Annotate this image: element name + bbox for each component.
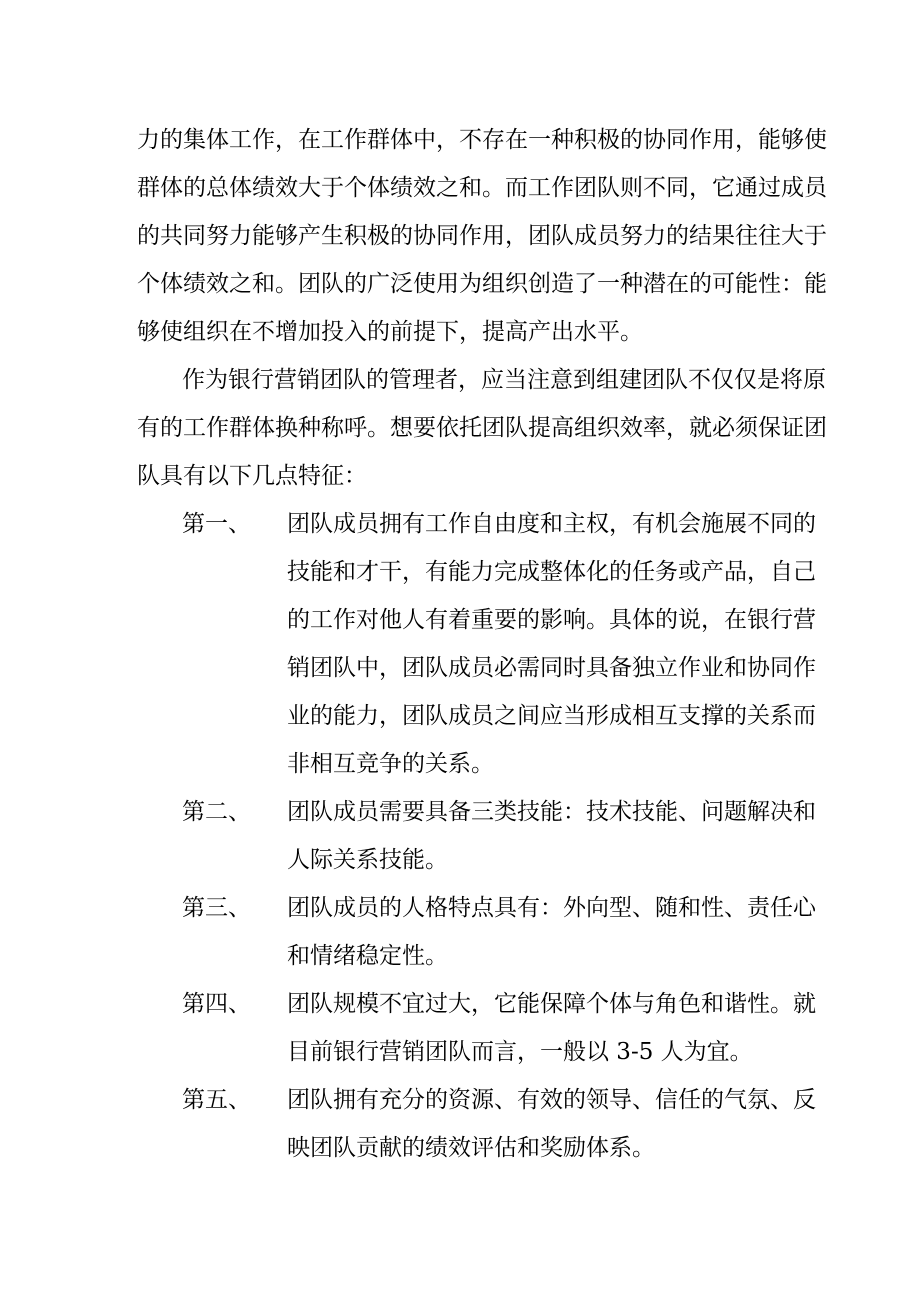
feature-line: 团队规模不宜过大，它能保障个体与角色和谐性。就 — [287, 991, 816, 1017]
feature-marker: 第五、 — [182, 1087, 251, 1113]
paragraph-line: 有的工作群体换种称呼。想要依托团队提高组织效率，就必须保证团 — [137, 415, 827, 441]
paragraph-line: 队具有以下几点特征： — [137, 463, 367, 489]
feature-line: 团队成员需要具备三类技能：技术技能、问题解决和 — [287, 799, 816, 825]
feature-line: 团队成员拥有工作自由度和主权，有机会施展不同的 — [287, 511, 816, 537]
feature-line: 和情绪稳定性。 — [287, 943, 448, 969]
paragraph-line: 力的集体工作，在工作群体中，不存在一种积极的协同作用，能够使 — [137, 127, 827, 153]
feature-line: 团队成员的人格特点具有：外向型、随和性、责任心 — [287, 895, 816, 921]
feature-line: 目前银行营销团队而言，一般以 3-5 人为宜。 — [287, 1039, 753, 1065]
feature-line: 销团队中，团队成员必需同时具备独立作业和协同作 — [287, 655, 816, 681]
feature-marker: 第三、 — [182, 895, 251, 921]
feature-line: 技能和才干，有能力完成整体化的任务或产品，自己 — [287, 559, 816, 585]
paragraph-line: 群体的总体绩效大于个体绩效之和。而工作团队则不同，它通过成员 — [137, 175, 827, 201]
paragraph-line: 个体绩效之和。团队的广泛使用为组织创造了一种潜在的可能性：能 — [137, 271, 827, 297]
feature-line: 映团队贡献的绩效评估和奖励体系。 — [287, 1135, 655, 1161]
feature-line: 人际关系技能。 — [287, 847, 448, 873]
paragraph-line: 够使组织在不增加投入的前提下，提高产出水平。 — [137, 319, 643, 345]
paragraph-line: 作为银行营销团队的管理者，应当注意到组建团队不仅仅是将原 — [182, 367, 826, 393]
feature-marker: 第四、 — [182, 991, 251, 1017]
feature-line: 团队拥有充分的资源、有效的领导、信任的气氛、反 — [287, 1087, 816, 1113]
feature-line: 的工作对他人有着重要的影响。具体的说，在银行营 — [287, 607, 816, 633]
feature-marker: 第二、 — [182, 799, 251, 825]
feature-line: 业的能力，团队成员之间应当形成相互支撑的关系而 — [287, 703, 816, 729]
feature-marker: 第一、 — [182, 511, 251, 537]
feature-line: 非相互竞争的关系。 — [287, 751, 494, 777]
paragraph-line: 的共同努力能够产生积极的协同作用，团队成员努力的结果往往大于 — [137, 223, 827, 249]
